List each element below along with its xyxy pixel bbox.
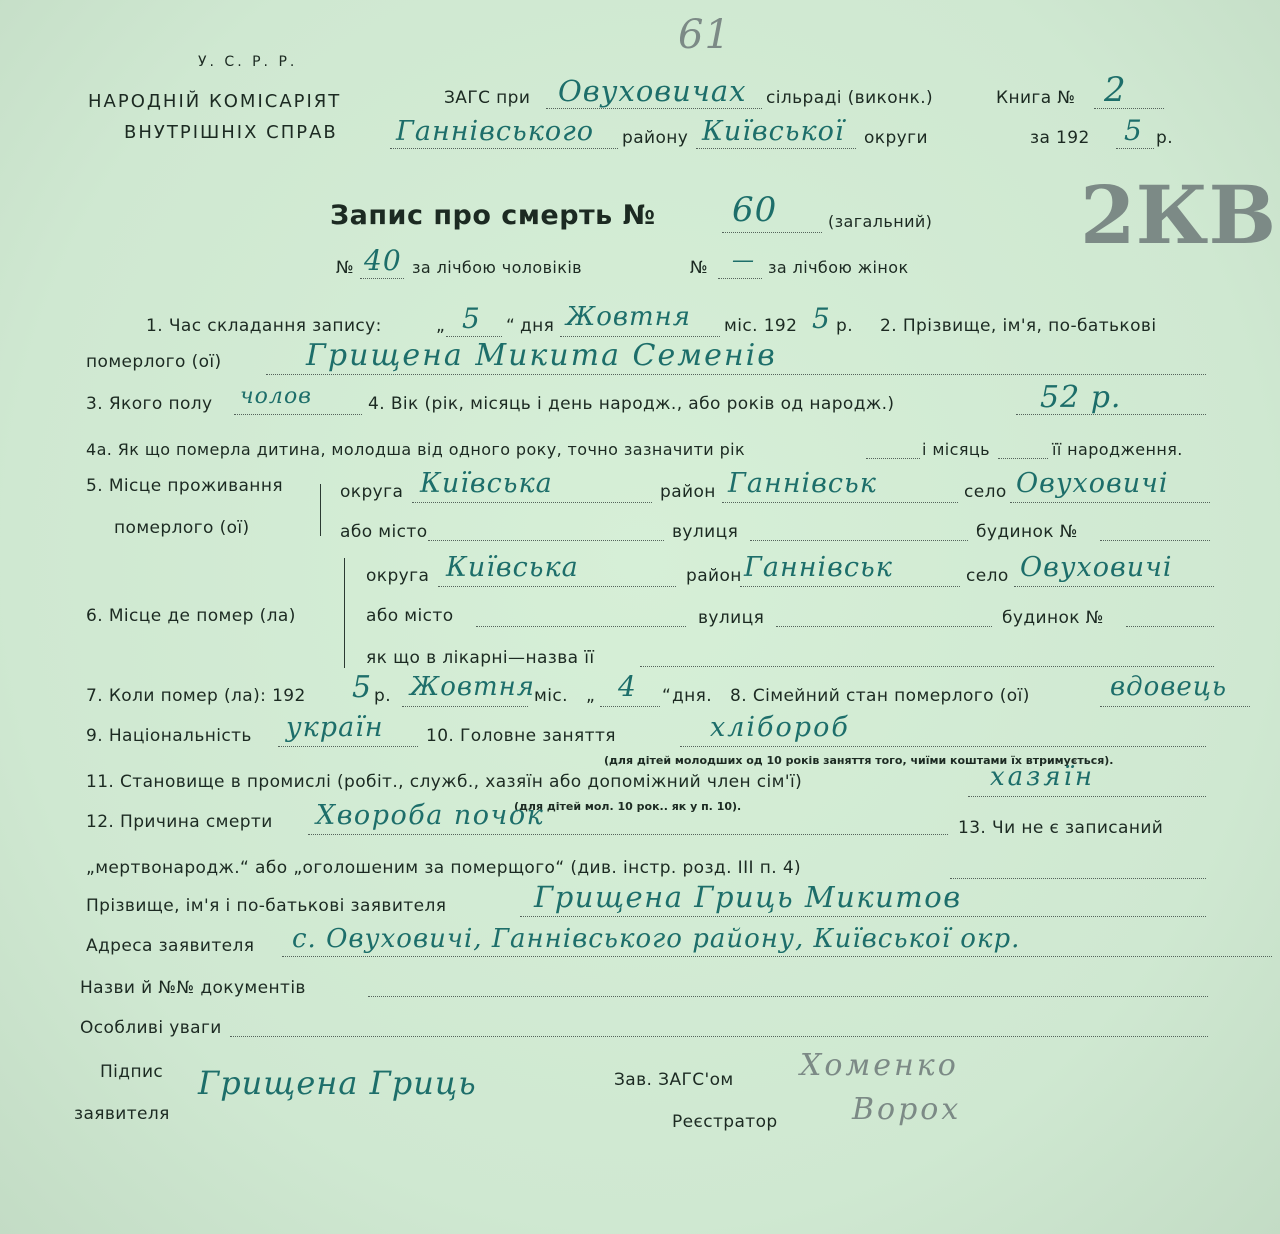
general-label: (загальний) (828, 212, 933, 231)
applicant-name-value: Грищена Гриць Микитов (534, 880, 962, 914)
f3-label: 3. Якого полу (86, 394, 213, 414)
head-signature: Хоменко (800, 1048, 959, 1083)
f4a-month-label: і місяць (922, 440, 990, 459)
f11-label: 11. Становище в промислі (робіт., служб., хазяїн або допоміжний член сім'ї) (86, 772, 803, 792)
f5-label1: 5. Місце проживання (86, 476, 283, 496)
f4a-end: її народження. (1052, 440, 1183, 459)
f7-open-quote: „ (586, 686, 596, 706)
f1-day-label: дня (520, 316, 555, 336)
f10-line (680, 746, 1206, 747)
f5-brace (320, 484, 321, 536)
f5-misto-label: або місто (340, 522, 428, 542)
signature-label2: заявителя (74, 1104, 170, 1124)
f6-likarnia-line (640, 666, 1214, 667)
women-number-line (718, 278, 762, 279)
notes-line (230, 1036, 1208, 1037)
f6-selo-line (1014, 586, 1214, 587)
applicant-addr-line (282, 956, 1272, 957)
village-value: Овуховичах (558, 74, 747, 108)
f11-note: (для дітей мол. 10 рок.. як у п. 10). (514, 800, 742, 813)
women-number: — (732, 248, 755, 273)
f8-value: вдовець (1110, 672, 1228, 702)
f7-day-value: 4 (618, 670, 637, 703)
f8-label: 8. Сімейний стан померлого (ої) (730, 686, 1030, 706)
f6-raion-value: Ганнівськ (744, 552, 893, 583)
f6-likarnia-label: як що в лікарні—назва її (366, 648, 595, 668)
f3-line (234, 414, 362, 415)
book-line (1094, 108, 1164, 109)
men-number: 40 (364, 244, 402, 277)
top-mark: 61 (678, 12, 731, 58)
okruha-line (696, 148, 856, 149)
f5-selo-label: село (964, 482, 1007, 502)
ministry-line1: НАРОДНІЙ КОМІСАРІЯТ (88, 91, 342, 112)
f10-value: хлібороб (710, 712, 850, 743)
f6-okruha-label: округа (366, 566, 430, 586)
f2-label2: померлого (ої) (86, 352, 222, 372)
f5-label2: померлого (ої) (114, 518, 250, 538)
men-number-line (360, 278, 404, 279)
f6-raion-line (740, 586, 960, 587)
f1-r: р. (836, 316, 853, 336)
f1-day-value: 5 (462, 302, 481, 335)
f4a-year-line (866, 458, 920, 459)
f6-misto-line (476, 626, 686, 627)
zags-pri-label: ЗАГС при (444, 88, 531, 108)
silradi-label: сільраді (виконк.) (766, 88, 934, 108)
f1-year-value: 5 (812, 302, 831, 335)
documents-label: Назви й №№ документів (80, 978, 306, 998)
f6-label: 6. Місце де помер (ла) (86, 606, 296, 626)
f2-value: Грищена Микита Семенів (306, 338, 777, 373)
okruhy-label: округи (864, 128, 928, 148)
year-prefix: за 192 (1030, 128, 1090, 148)
f1-day-line (446, 336, 502, 337)
f12-value: Хвороба почок (316, 800, 545, 831)
men-no-label: № (336, 258, 355, 278)
women-label: за лічбою жінок (768, 258, 909, 277)
f5-budynok-line (1100, 540, 1210, 541)
f7-close-quote: “ (662, 686, 672, 706)
f1-month-label: міс. 192 (724, 316, 798, 336)
f5-raion-line (722, 502, 958, 503)
f7-year-value: 5 (352, 670, 373, 705)
f6-misto-label: або місто (366, 606, 454, 626)
f6-vulytsia-line (776, 626, 992, 627)
record-title: Запис про смерть № (330, 200, 656, 231)
f6-okruha-line (438, 586, 676, 587)
f5-vulytsia-line (750, 540, 968, 541)
f5-okruha-line (412, 502, 652, 503)
f7-r: р. (374, 686, 391, 706)
f5-selo-value: Овуховичі (1016, 468, 1169, 499)
f4a-label: 4а. Як що померла дитина, молодша від одного року, точно зазначити рік (86, 440, 746, 459)
signature-value: Грищена Гриць (198, 1064, 477, 1102)
f6-okruha-value: Київська (446, 552, 579, 583)
f4-label: 4. Вік (рік, місяць і день народж., або років од народж.) (368, 394, 895, 414)
applicant-addr-value: с. Овуховичі, Ганнівського району, Київської окр. (292, 924, 1021, 954)
applicant-name-label: Прізвище, ім'я і по-батькові заявителя (86, 896, 447, 916)
village-line (546, 108, 762, 109)
f6-budynok-line (1126, 626, 1214, 627)
f8-line (1100, 706, 1250, 707)
f4a-month-line (998, 458, 1048, 459)
notes-label: Особливі уваги (80, 1018, 222, 1038)
year-line (1116, 148, 1154, 149)
f7-label: 7. Коли помер (ла): 192 (86, 686, 306, 706)
f6-selo-label: село (966, 566, 1009, 586)
head-label: Зав. ЗАГС'ом (614, 1070, 734, 1090)
f1-month-line (560, 336, 720, 337)
f1-close-quote: “ (506, 316, 516, 336)
men-label: за лічбою чоловіків (412, 258, 583, 277)
f3-value: чолов (240, 384, 312, 409)
signature-label1: Підпис (100, 1062, 164, 1082)
women-no-label: № (690, 258, 709, 278)
book-number: 2 (1104, 70, 1127, 110)
f11-line (968, 796, 1206, 797)
f10-note: (для дітей молодших од 10 років заняття того, чиїми коштами їх втримується). (604, 754, 1114, 767)
f7-month-line (402, 706, 528, 707)
registrar-label: Реєстратор (672, 1112, 778, 1132)
applicant-name-line (520, 916, 1206, 917)
f4-value: 52 р. (1040, 380, 1122, 415)
year-suffix: 5 (1124, 114, 1143, 147)
ministry-line2: ВНУТРІШНІХ СПРАВ (124, 122, 338, 143)
f5-budynok-label: будинок № (976, 522, 1078, 542)
f1-open-quote: „ (436, 316, 446, 336)
documents-line (368, 996, 1208, 997)
f1-month-value: Жовтня (566, 302, 691, 332)
f9-line (278, 746, 418, 747)
f9-value: україн (286, 712, 384, 743)
f13-line2: „мертвонародж.“ або „оголошеним за померщого“ (див. інстр. розд. III п. 4) (86, 858, 802, 878)
f9-label: 9. Національність (86, 726, 252, 746)
f6-raion-label: район (686, 566, 742, 586)
book-label: Книга № (996, 88, 1076, 108)
raionu-label: району (622, 128, 689, 148)
corner-pencil-mark: 2КВ (1080, 168, 1277, 262)
f5-vulytsia-label: вулиця (672, 522, 739, 542)
year-end: р. (1156, 128, 1173, 148)
f1-label: 1. Час складання запису: (146, 316, 382, 336)
f13-label: 13. Чи не є записаний (958, 818, 1164, 838)
f13-answer-line (950, 878, 1206, 879)
f12-line (308, 834, 948, 835)
f2-line (266, 374, 1206, 375)
f11-value: хазяїн (990, 762, 1096, 792)
f7-dnia: дня. (672, 686, 713, 706)
applicant-addr-label: Адреса заявителя (86, 936, 255, 956)
f5-misto-line (428, 540, 664, 541)
f7-month-value: Жовтня (410, 672, 535, 702)
f6-vulytsia-label: вулиця (698, 608, 765, 628)
f5-selo-line (1010, 502, 1210, 503)
f5-raion-value: Ганнівськ (728, 468, 877, 499)
registrar-signature: Ворох (852, 1092, 962, 1127)
f5-okruha-value: Київська (420, 468, 553, 499)
f6-budynok-label: будинок № (1002, 608, 1104, 628)
f6-selo-value: Овуховичі (1020, 552, 1173, 583)
f7-mis: міс. (534, 686, 568, 706)
f2-label: 2. Прізвище, ім'я, по-батькові (880, 316, 1157, 336)
f4-line (1016, 414, 1206, 415)
f10-label: 10. Головне заняття (426, 726, 616, 746)
okruha-value: Київської (702, 116, 845, 147)
district-value: Ганнівського (396, 116, 594, 147)
ussr-label: У. С. Р. Р. (198, 54, 298, 70)
record-number: 60 (732, 190, 778, 230)
record-number-line (722, 232, 822, 233)
district-line (390, 148, 618, 149)
f7-day-line (600, 706, 660, 707)
f12-label: 12. Причина смерти (86, 812, 273, 832)
f6-brace (344, 558, 345, 668)
f5-okruha-label: округа (340, 482, 404, 502)
f5-raion-label: район (660, 482, 716, 502)
